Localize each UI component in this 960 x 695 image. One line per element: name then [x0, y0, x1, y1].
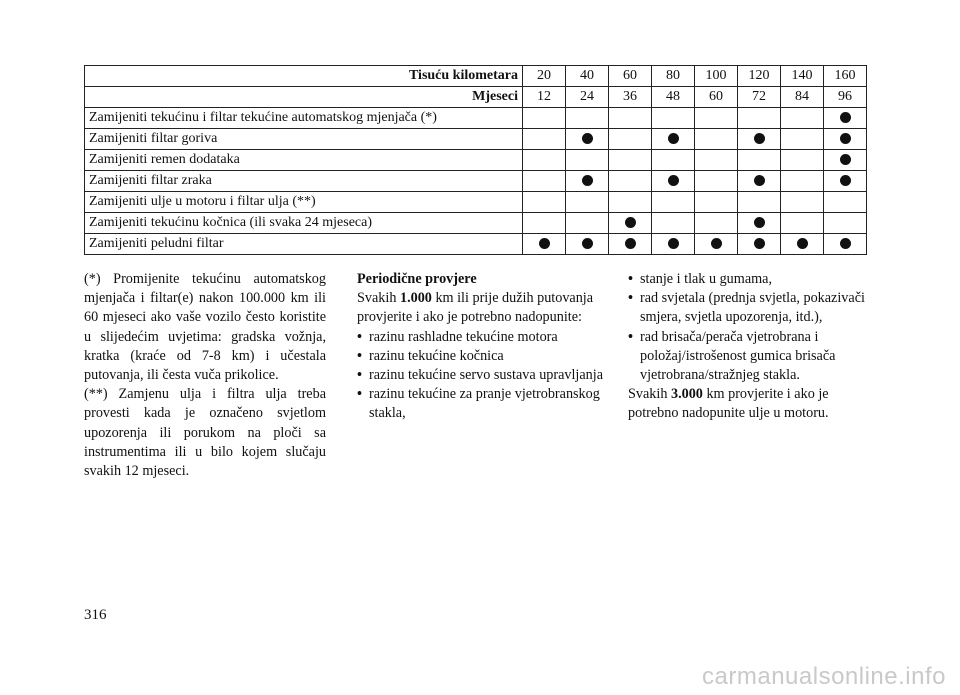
month-cell: 24 [566, 87, 609, 108]
periodic-checks-continued-column [628, 270, 868, 424]
interval-cell [695, 150, 738, 171]
interval-cell [824, 150, 867, 171]
service-dot-icon [840, 133, 851, 144]
service-dot-icon [582, 238, 593, 249]
watermark: carmanualsonline.info [702, 663, 946, 690]
interval-cell [695, 192, 738, 213]
km-cell: 140 [781, 66, 824, 87]
interval-cell [695, 171, 738, 192]
page-number: 316 [84, 607, 107, 623]
interval-cell [781, 171, 824, 192]
row-label: Zamijeniti tekućinu i filtar tekućine automatskog mjenjača (*) [85, 108, 523, 129]
interval-cell [609, 213, 652, 234]
interval-cell [652, 129, 695, 150]
interval-cell [738, 234, 781, 255]
table-row [85, 129, 867, 150]
interval-cell [609, 108, 652, 129]
interval-cell [566, 213, 609, 234]
service-dot-icon [840, 175, 851, 186]
interval-cell [738, 192, 781, 213]
service-dot-icon [840, 238, 851, 249]
interval-cell [824, 234, 867, 255]
km-cell: 160 [824, 66, 867, 87]
header-row-km [85, 66, 867, 87]
service-dot-icon [668, 133, 679, 144]
month-cell: 84 [781, 87, 824, 108]
list-item: • rad svjetala (prednja svjetla, pokazivači smjera, svjetla upozorenja, itd.), [628, 289, 868, 327]
interval-cell [781, 150, 824, 171]
maintenance-schedule-table [84, 65, 867, 255]
interval-cell [523, 171, 566, 192]
service-dot-icon [840, 154, 851, 165]
interval-cell [566, 150, 609, 171]
service-dot-icon [797, 238, 808, 249]
interval-cell [609, 150, 652, 171]
service-dot-icon [539, 238, 550, 249]
interval-cell [738, 129, 781, 150]
table-row [85, 213, 867, 234]
km-cell: 60 [609, 66, 652, 87]
interval-cell [652, 192, 695, 213]
periodic-checks-intro [357, 289, 603, 327]
interval-cell [652, 234, 695, 255]
outro-distance: 3.000 [670, 386, 703, 403]
list-item: • razinu rashladne tekućine motora [357, 328, 603, 347]
interval-cell [566, 171, 609, 192]
month-cell: 36 [609, 87, 652, 108]
interval-cell [523, 108, 566, 129]
interval-cell [566, 129, 609, 150]
km-cell: 100 [695, 66, 738, 87]
service-dot-icon [754, 175, 765, 186]
intro-distance: 1.000 [399, 290, 432, 307]
intro-prefix: Svakih [357, 290, 400, 307]
interval-cell [652, 171, 695, 192]
table-row [85, 108, 867, 129]
km-cell: 20 [523, 66, 566, 87]
interval-cell [781, 108, 824, 129]
service-dot-icon [711, 238, 722, 249]
interval-cell [609, 234, 652, 255]
outro-prefix: Svakih [628, 386, 671, 403]
table-row [85, 234, 867, 255]
interval-cell [781, 129, 824, 150]
interval-cell [523, 150, 566, 171]
row-label: Zamijeniti ulje u motoru i filtar ulja (**) [85, 192, 523, 213]
periodic-checks-heading: Periodične provjere [357, 271, 477, 287]
service-dot-icon [625, 238, 636, 249]
service-dot-icon [582, 133, 593, 144]
service-dot-icon [754, 217, 765, 228]
periodic-checks-outro [628, 385, 868, 423]
outro-suffix: km provjerite i ako je potrebno nadopunite ulje u motoru. [628, 386, 829, 422]
km-cell: 40 [566, 66, 609, 87]
interval-cell [523, 234, 566, 255]
interval-cell [609, 192, 652, 213]
list-item: • razinu tekućine kočnica [357, 347, 603, 366]
table-row [85, 192, 867, 213]
interval-cell [824, 192, 867, 213]
interval-cell [609, 171, 652, 192]
interval-cell [824, 213, 867, 234]
km-cell: 80 [652, 66, 695, 87]
checks-list-col2 [357, 328, 603, 424]
footnote-automatic-transmission: (*) Promijenite tekućinu automatskog mjenjača i filtar(e) nakon 100.000 km ili 60 mjeseci ako vaše vozilo često koristite u slijedećim uvjetima: gradska vožnja, kratka (kraće od 7-8 km) i učestala putovanja, ili česta vuča prikolice. [84, 271, 326, 384]
interval-cell [781, 234, 824, 255]
interval-cell [824, 171, 867, 192]
row-label: Zamijeniti tekućinu kočnica (ili svaka 24 mjeseca) [85, 213, 523, 234]
interval-cell [523, 129, 566, 150]
interval-cell [738, 108, 781, 129]
km-cell: 120 [738, 66, 781, 87]
interval-cell [781, 213, 824, 234]
footnotes-column [84, 270, 326, 481]
month-cell: 12 [523, 87, 566, 108]
service-dot-icon [582, 175, 593, 186]
interval-cell [652, 213, 695, 234]
interval-cell [566, 192, 609, 213]
checks-list-col3 [628, 270, 868, 385]
service-dot-icon [840, 112, 851, 123]
month-cell: 72 [738, 87, 781, 108]
row-label: Zamijeniti filtar goriva [85, 129, 523, 150]
interval-cell [609, 129, 652, 150]
interval-cell [652, 150, 695, 171]
list-item: • stanje i tlak u gumama, [628, 270, 868, 289]
interval-cell [652, 108, 695, 129]
row-label: Zamijeniti remen dodataka [85, 150, 523, 171]
footnote-engine-oil: (**) Zamjenu ulja i filtra ulja treba provesti kada je označeno svjetlom upozorenja ili porukom na ploči sa instrumentima ili u bilo kojem slučaju svakih 12 mjeseci. [84, 386, 326, 480]
interval-cell [566, 234, 609, 255]
interval-cell [695, 234, 738, 255]
row-label: Zamijeniti peludni filtar [85, 234, 523, 255]
interval-cell [781, 192, 824, 213]
interval-cell [695, 108, 738, 129]
table-row [85, 171, 867, 192]
service-dot-icon [625, 217, 636, 228]
list-item: • razinu tekućine za pranje vjetrobranskog stakla, [357, 385, 603, 423]
intro-suffix: km ili prije dužih putovanja provjerite i ako je potrebno nadopunite: [357, 290, 594, 326]
interval-cell [695, 213, 738, 234]
service-dot-icon [668, 175, 679, 186]
interval-cell [523, 192, 566, 213]
service-dot-icon [754, 238, 765, 249]
table-row [85, 150, 867, 171]
interval-cell [695, 129, 738, 150]
header-km-label: Tisuću kilometara [85, 66, 523, 87]
interval-cell [738, 213, 781, 234]
interval-cell [824, 108, 867, 129]
service-dot-icon [668, 238, 679, 249]
list-item: • razinu tekućine servo sustava upravljanja [357, 366, 603, 385]
header-row-months [85, 87, 867, 108]
interval-cell [523, 213, 566, 234]
interval-cell [738, 150, 781, 171]
interval-cell [738, 171, 781, 192]
row-label: Zamijeniti filtar zraka [85, 171, 523, 192]
month-cell: 48 [652, 87, 695, 108]
periodic-checks-column [357, 270, 603, 424]
service-dot-icon [754, 133, 765, 144]
interval-cell [824, 129, 867, 150]
interval-cell [566, 108, 609, 129]
month-cell: 96 [824, 87, 867, 108]
list-item: • rad brisača/perača vjetrobrana i položaj/istrošenost gumica brisača vjetrobrana/stražnjeg stakla. [628, 328, 868, 386]
header-months-label: Mjeseci [85, 87, 523, 108]
month-cell: 60 [695, 87, 738, 108]
